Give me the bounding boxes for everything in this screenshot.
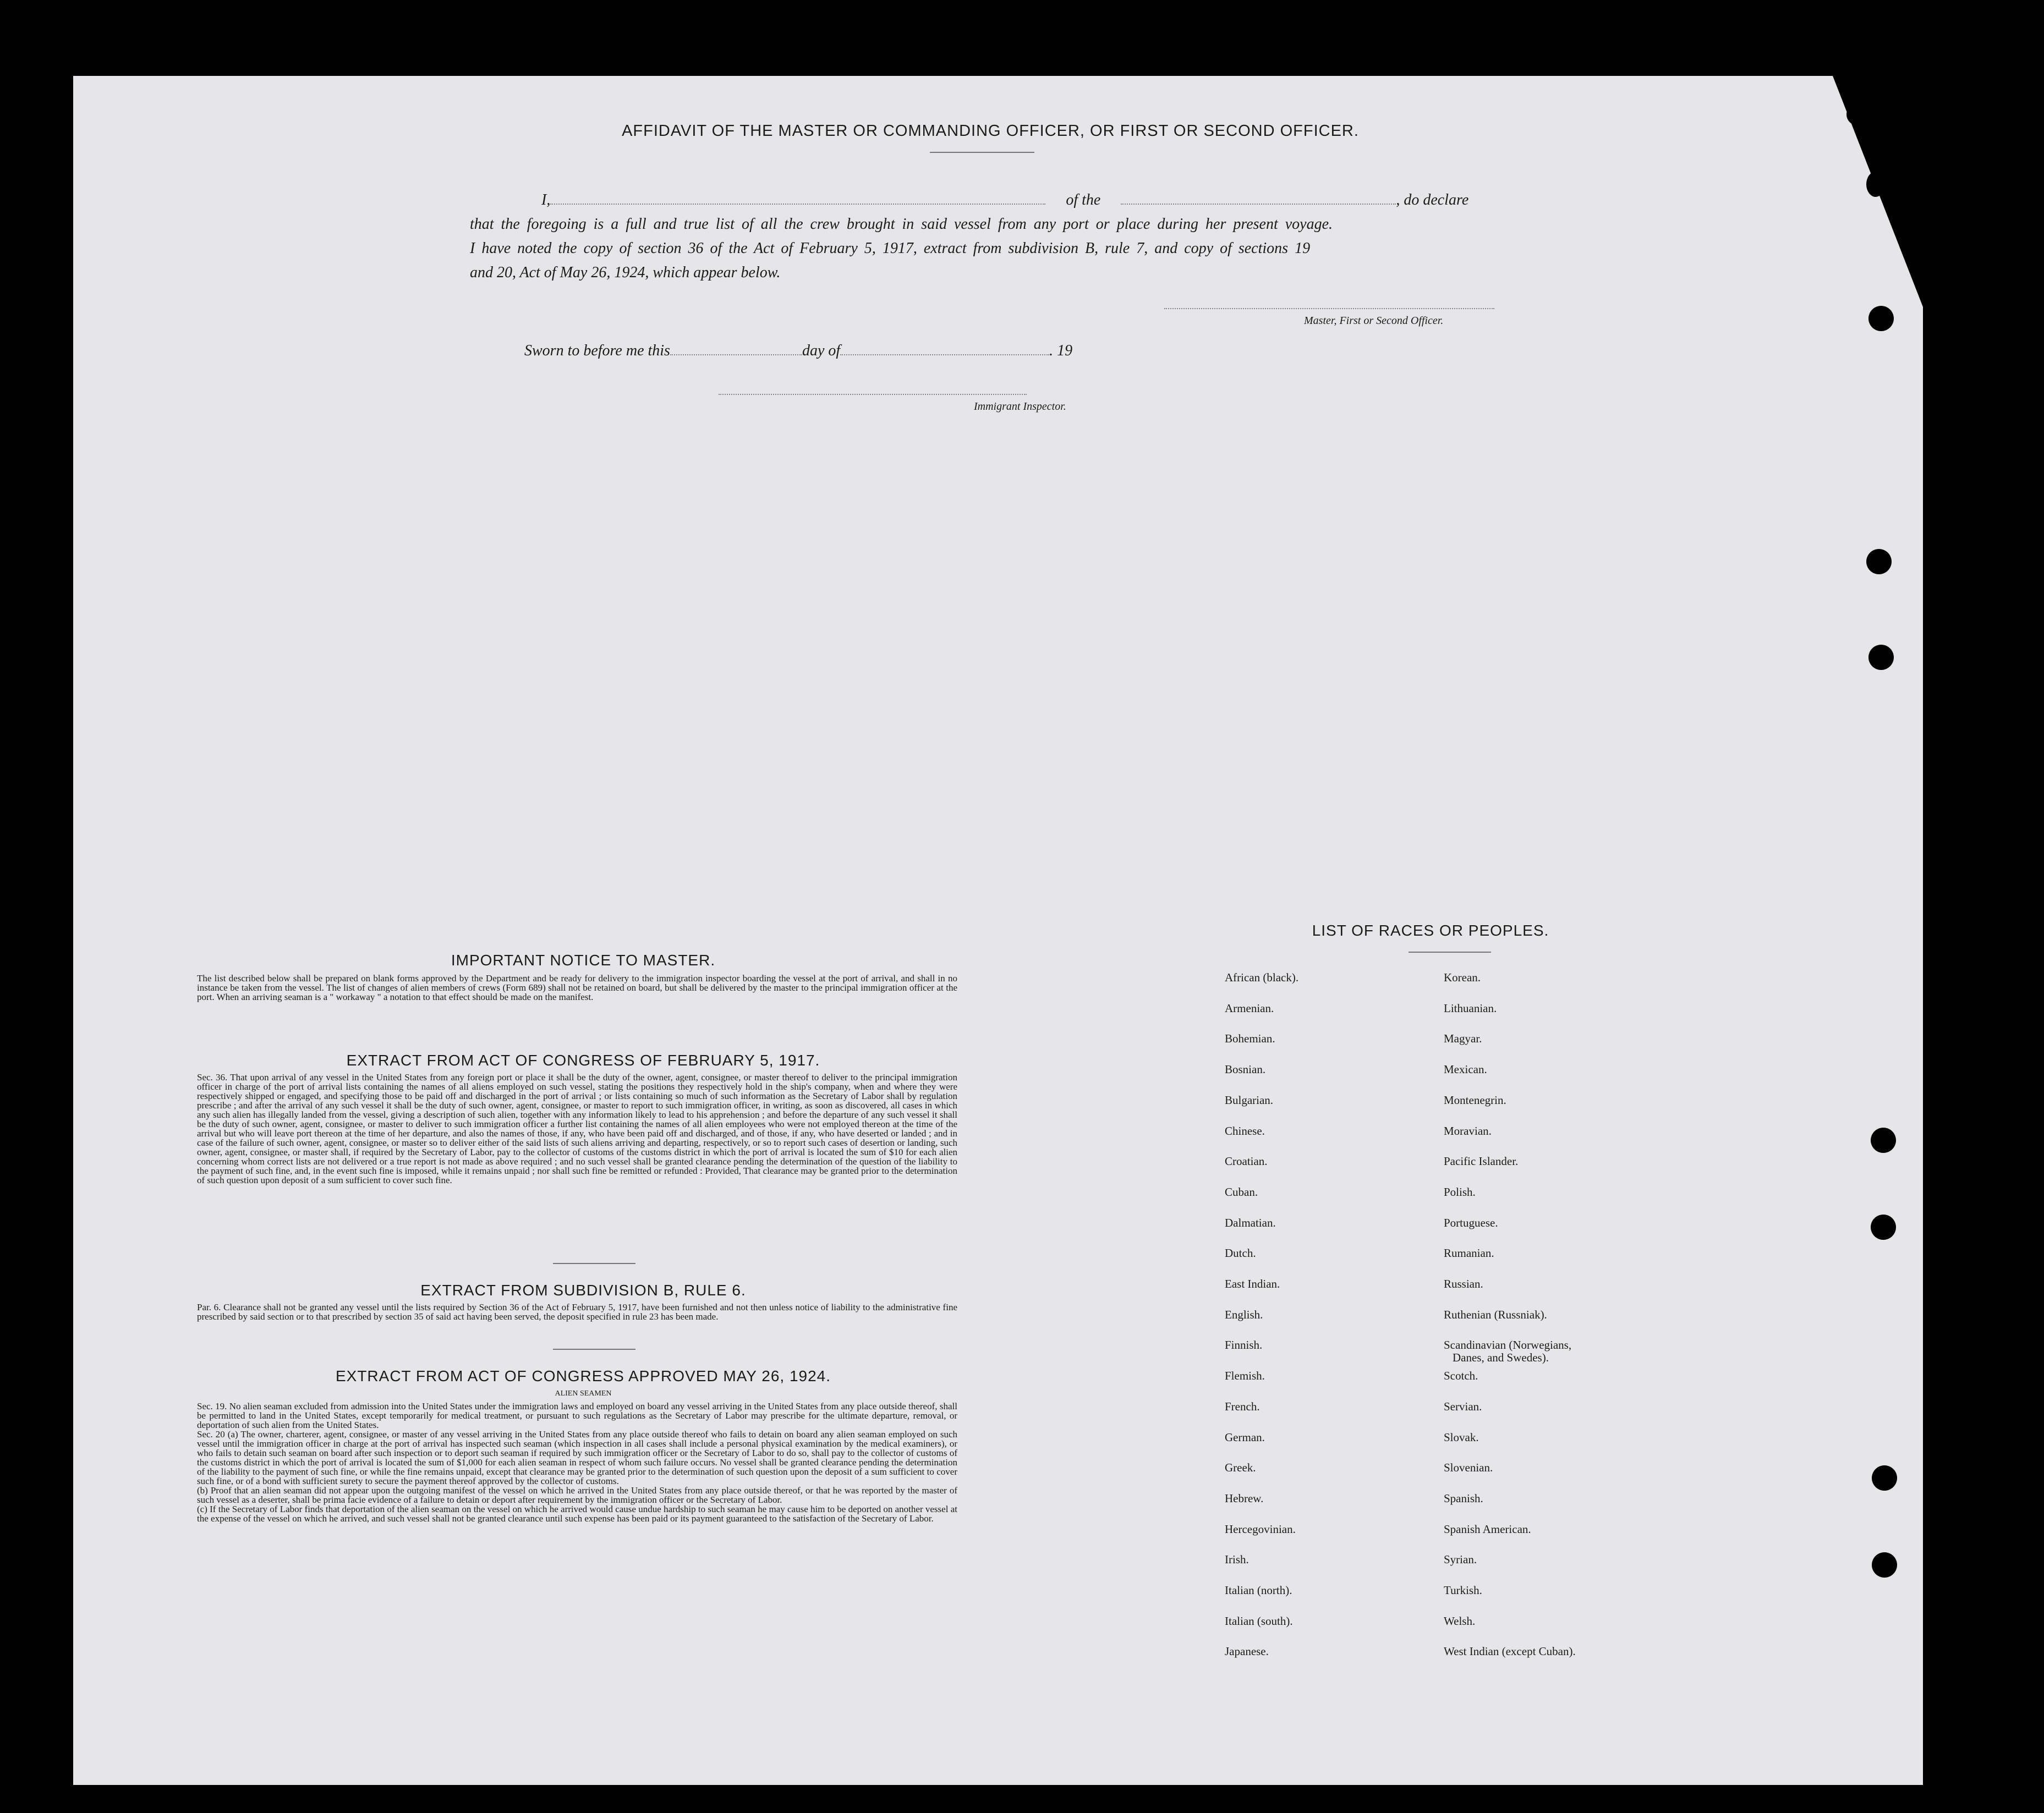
race-item: Dalmatian. [1225,1216,1276,1229]
title-rule [930,152,1034,153]
race-item: Spanish American. [1444,1522,1531,1536]
race-item: Italian (south). [1225,1614,1293,1628]
race-item: East Indian. [1225,1277,1280,1290]
race-item: African (black). [1225,971,1299,984]
race-item: West Indian (except Cuban). [1444,1645,1576,1658]
race-item: Welsh. [1444,1614,1476,1628]
sworn-line [524,342,1072,360]
punch-hole [1866,549,1892,574]
year-label: . 19 [1049,342,1073,359]
race-item: Japanese. [1225,1645,1269,1658]
punch-hole [1846,103,1868,125]
sworn-label: Sworn to before me this [524,342,670,359]
signature-label: Master, First or Second Officer. [1304,315,1444,327]
punch-hole [1868,645,1894,670]
races-title-rule [1409,952,1491,953]
punch-hole [1872,1552,1897,1578]
race-item: Mexican. [1444,1063,1487,1076]
race-item: Bohemian. [1225,1032,1275,1046]
notice-body: The list described below shall be prepared on blank forms approved by the Department and be ready for delivery to the immigration inspector boarding the vessel at the port of arrival, and shall in no instance be taken from the vessel. The list of changes of alien members of crews (Form 689) shall not be retained on board, but shall be delivered by the master to the principal immigration officer at the port. When an arriving seaman is a " workaway " a notation to that effect should be made on the manifest. [197,973,957,1002]
race-item: Turkish. [1444,1584,1482,1597]
race-item: Servian. [1444,1399,1482,1413]
extract-1924-body [197,1402,957,1523]
race-item: Croatian. [1225,1155,1268,1168]
section-20a: Sec. 20 (a) The owner, charterer, agent, consignee, or master of any vessel arriving in the United States from any place outside thereof who fails to detain on board any alien seaman employed on such vessel until the immigration officer in charge at the port of arrival has inspected such seaman (which inspection in all cases shall include a personal physical examination by the medical examiners), or who fails to detain such seaman on board after such inspection or to deport such seaman if required by such immigration officer or the Secretary of Labor to do so, shall pay to the collector of customs of the customs district in which the port of arrival is located the sum of $1,000 for each alien seaman in respect of whom such failure occurs. No vessel shall be granted clearance pending the determination of the liability to the payment of such fine, or while the fine remains unpaid, except that clearance may be granted prior to the determination of such question upon the deposit of a sum sufficient to cover such fine, or of a bond with sufficient surety to secure the payment thereof approved by the collector of customs. [197,1429,957,1486]
affidavit-line-3: I have noted the copy of section 36 of the Act of February 5, 1917, extract from subdivision B, rule 7, and copy of sections 19 [470,240,1311,257]
race-item: Flemish. [1225,1369,1265,1383]
race-item: Slovenian. [1444,1461,1493,1475]
race-item: Cuban. [1225,1185,1258,1199]
race-item: Greek. [1225,1461,1256,1475]
affidavit-i: I, [541,191,551,208]
race-item: Korean. [1444,971,1481,984]
punch-hole [1868,306,1894,331]
name-field[interactable] [550,204,1045,205]
race-item: Chinese. [1225,1124,1265,1138]
affidavit-title: AFFIDAVIT OF THE MASTER OR COMMANDING OFFICER, OR FIRST OR SECOND OFFICER. [622,122,1359,140]
inspector-label: Immigrant Inspector. [974,400,1066,413]
race-item: Lithuanian. [1444,1001,1497,1015]
punch-hole [1866,172,1885,197]
subdivision-body: Par. 6. Clearance shall not be granted any vessel until the lists required by Section 36 of the Act of February 5, 1917, have been furnished and not then unless notice of liability to the administrative fine prescribed by said section or to that prescribed by section 35 of said act having been served, the deposit specified in rule 23 has been made. [197,1302,957,1322]
race-item: Spanish. [1444,1491,1483,1505]
race-item: Scandinavian (Norwegians, [1444,1338,1572,1352]
race-item: Portuguese. [1444,1216,1498,1229]
vessel-field[interactable] [1121,204,1396,205]
race-item: Bosnian. [1225,1063,1266,1076]
sworn-day-field[interactable] [670,354,802,355]
punch-hole [1872,1465,1897,1491]
signature-line[interactable] [1164,308,1494,309]
race-item: Polish. [1444,1185,1476,1199]
race-item: Hercegovinian. [1225,1522,1296,1536]
section-rule [553,1263,635,1264]
race-item: Slovak. [1444,1430,1479,1444]
section-rule [553,1349,635,1350]
extract-1917-body: Sec. 36. That upon arrival of any vessel in the United States from any foreign port or place it shall be the duty of the owner, agent, consignee, or master thereof to deliver to the principal immigration officer in charge of the port of arrival lists containing the names of all aliens employed on such vessel, stating the positions they respectively hold in the ship's company, when and where they were respectively shipped or engaged, and specifying those to be paid off and discharged in the port of arrival ; or lists containing so much of such information as the Secretary of Labor shall by regulation prescribe ; and after the arrival of any such vessel it shall be the duty of such owner, agent, consignee, or master to report to such immigration officer, in writing, as soon as discovered, all cases in which any such alien has illegally landed from the vessel, giving a description of such alien, together with any information likely to lead to his apprehension ; and before the departure of any such vessel it shall be the duty of such owner, agent, consignee, or master to deliver to such immigration officer a further list containing the names of all alien employees who were not employed thereon at the time of the arrival but who will leave port thereon at the time of her departure, and also the names of those, if any, who have been paid off and discharged, and of those, if any, who have deserted or landed ; and in case of the failure of such owner, agent, consignee, or master so to deliver either of the said lists of such aliens arriving and departing, respectively, or so to report such cases of desertion or landing, such owner, agent, consignee, or master shall, if required by the Secretary of Labor, pay to the collector of customs of the customs district in which the port of arrival is located the sum of $10 for each alien concerning whom correct lists are not delivered or a true report is not made as above required ; and no such vessel shall be granted clearance pending the determination of the question of the liability to the payment of such fine, and, in the event such fine is imposed, while it remains unpaid ; nor shall such fine be remitted or refunded : Provided, That clearance may be granted prior to the determination of such question upon deposit of a sum sufficient to cover such fine. [197,1072,957,1185]
race-item: Scotch. [1444,1369,1478,1383]
race-item: Russian. [1444,1277,1483,1290]
race-item: Finnish. [1225,1338,1263,1352]
alien-seamen-subtitle: ALIEN SEAMEN [555,1389,612,1398]
race-item: Irish. [1225,1553,1249,1567]
extract-1924-title: EXTRACT FROM ACT OF CONGRESS APPROVED MAY 26, 1924. [335,1367,831,1385]
of-the-label: of the [1066,191,1101,208]
races-title: LIST OF RACES OR PEOPLES. [1312,922,1549,939]
race-item: German. [1225,1430,1265,1444]
race-item: Bulgarian. [1225,1093,1274,1107]
race-item: Hebrew. [1225,1491,1264,1505]
section-19: Sec. 19. No alien seaman excluded from admission into the United States under the immigration laws and employed on board any vessel arriving in the United States from any place outside thereof, shall be permitted to land in the United States, except temporarily for medical treatment, or pursuant to such regulations as the Secretary of Labor may prescribe for the ultimate departure, removal, or deportation of such alien from the United States. [197,1401,957,1430]
race-item: French. [1225,1399,1260,1413]
day-of-label: day of [802,342,841,359]
affidavit-line-1 [541,191,1468,209]
notice-title: IMPORTANT NOTICE TO MASTER. [451,952,716,969]
race-item: Rumanian. [1444,1246,1494,1260]
race-item: Italian (north). [1225,1584,1292,1597]
race-item: Armenian. [1225,1001,1274,1015]
affidavit-line-4: and 20, Act of May 26, 1924, which appear below. [470,264,781,281]
affidavit-line-2: that the foregoing is a full and true list of all the crew brought in said vessel from any port or place during her present voyage. [470,216,1333,233]
race-item: Ruthenian (Russniak). [1444,1307,1547,1321]
race-item: Magyar. [1444,1032,1482,1046]
race-item: English. [1225,1307,1263,1321]
subdivision-title: EXTRACT FROM SUBDIVISION B, RULE 6. [420,1282,746,1299]
section-20c: (c) If the Secretary of Labor finds that deportation of the alien seaman on the vessel on which he arrived would cause undue hardship to such seaman he may cause him to be deported on another vessel at the expense of the vessel on which he arrived, and such vessel shall not be granted clearance until such expense has been paid or its payment guaranteed to the satisfaction of the Secretary of Labor. [197,1504,957,1524]
race-item: Dutch. [1225,1246,1256,1260]
inspector-signature-line[interactable] [719,394,1027,395]
extract-1917-title: EXTRACT FROM ACT OF CONGRESS OF FEBRUARY 5, 1917. [346,1052,820,1069]
do-declare-label: , do declare [1396,191,1469,208]
race-item: Montenegrin. [1444,1093,1506,1107]
scandinavian-continuation: Danes, and Swedes). [1453,1351,1549,1364]
document-page [73,76,1923,1785]
punch-hole [1871,1215,1896,1240]
punch-hole [1871,1128,1896,1153]
race-item: Moravian. [1444,1124,1492,1138]
sworn-month-field[interactable] [840,354,1049,355]
section-20b: (b) Proof that an alien seaman did not appear upon the outgoing manifest of the vessel on which he arrived in the United States from any place outside thereof, or that he was reported by the master of such vessel as a deserter, shall be prima facie evidence of a failure to detain or deport after requirement by the immigration officer or the Secretary of Labor. [197,1485,957,1505]
race-item: Syrian. [1444,1553,1477,1567]
race-item: Pacific Islander. [1444,1155,1519,1168]
